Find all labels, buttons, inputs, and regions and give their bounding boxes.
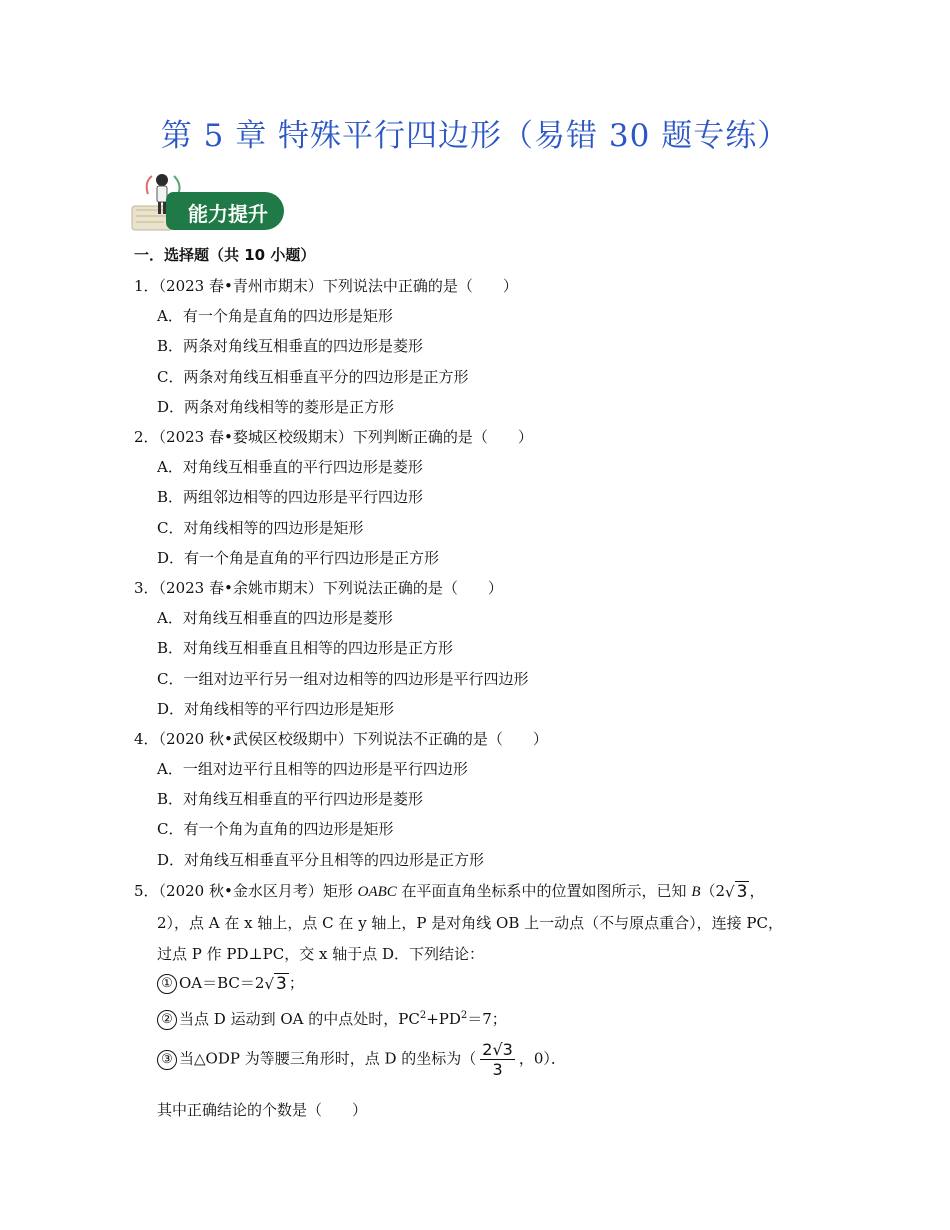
question-stem: 4．（2020 秋•武侯区校级期中）下列说法不正确的是（ ）: [134, 730, 548, 748]
option[interactable]: C．两条对角线互相垂直平分的四边形是正方形: [157, 368, 469, 386]
option[interactable]: B．对角线互相垂直且相等的四边形是正方形: [157, 639, 454, 657]
numerator: 2√3: [482, 1040, 513, 1059]
conclusion-text: OA＝BC＝2: [179, 974, 265, 992]
question-stem: 3．（2023 春•余姚市期末）下列说法正确的是（ ）: [134, 579, 503, 597]
option[interactable]: A．对角线互相垂直的平行四边形是菱形: [157, 458, 423, 476]
ability-badge: [130, 170, 290, 232]
section-heading: 一．选择题（共 10 小题）: [134, 246, 316, 264]
option[interactable]: B．对角线互相垂直的平行四边形是菱形: [157, 790, 424, 808]
radicand: 3: [276, 974, 287, 994]
option[interactable]: D．两条对角线相等的菱形是正方形: [157, 398, 395, 416]
q5-var: OABC: [357, 884, 397, 900]
option[interactable]: D．对角线相等的平行四边形是矩形: [157, 700, 395, 718]
q5-var: B: [691, 884, 701, 900]
circled-number: ②: [157, 1010, 177, 1030]
q5-text: 5．（2020 秋•金水区月考）矩形: [134, 882, 358, 900]
conclusion-text: ，0）．: [518, 1049, 566, 1068]
option[interactable]: B．两组邻边相等的四边形是平行四边形: [157, 488, 424, 506]
question-text: 2），点 A 在 x 轴上，点 C 在 y 轴上，P 是对角线 OB 上一动点（不与原点重合），连接 PC，: [157, 914, 783, 932]
conclusion-text: ＝7；: [467, 1010, 507, 1028]
conclusion-text: ；: [288, 974, 304, 992]
circled-number: ③: [157, 1050, 177, 1070]
q5-text: 在平面直角坐标系中的位置如图所示，已知: [396, 882, 692, 900]
radicand: 3: [736, 882, 748, 902]
circled-number: ①: [157, 974, 177, 994]
conclusion-text: +PD: [426, 1010, 461, 1028]
q5-text: （2: [700, 882, 726, 900]
question-stem: 2．（2023 春•婺城区校级期末）下列判断正确的是（ ）: [134, 428, 533, 446]
badge-label: 能力提升: [188, 202, 268, 226]
superscript: 2: [419, 1010, 427, 1021]
question-stem: 1．（2023 春•青州市期末）下列说法中正确的是（ ）: [134, 277, 518, 295]
page-title: 第 5 章 特殊平行四边形（易错 30 题专练）: [160, 118, 790, 154]
option[interactable]: C．对角线相等的四边形是矩形: [157, 519, 364, 537]
superscript: 2: [460, 1010, 468, 1021]
denominator: 3: [492, 1060, 503, 1079]
option[interactable]: D．有一个角是直角的平行四边形是正方形: [157, 549, 440, 567]
question-text: 过点 P 作 PD⊥PC，交 x 轴于点 D．下列结论：: [157, 945, 484, 963]
option[interactable]: A．一组对边平行且相等的四边形是平行四边形: [157, 760, 468, 778]
option[interactable]: B．两条对角线互相垂直的四边形是菱形: [157, 337, 424, 355]
conclusion-1: [157, 972, 304, 994]
conclusion-2: [157, 1008, 507, 1030]
sqrt-expression: √ 3: [725, 882, 748, 902]
conclusion-3: [157, 1040, 566, 1079]
option[interactable]: D．对角线互相垂直平分且相等的四边形是正方形: [157, 851, 485, 869]
option[interactable]: A．有一个角是直角的四边形是矩形: [157, 307, 393, 325]
question-ask: 其中正确结论的个数是（ ）: [157, 1101, 368, 1119]
option[interactable]: C．一组对边平行另一组对边相等的四边形是平行四边形: [157, 670, 529, 688]
sqrt-expression: √ 3: [264, 974, 287, 994]
option[interactable]: A．对角线互相垂直的四边形是菱形: [157, 609, 393, 627]
conclusion-text: 当点 D 运动到 OA 的中点处时，PC: [179, 1010, 420, 1028]
q5-text: ，: [749, 882, 765, 900]
question-stem: [134, 880, 764, 902]
option[interactable]: C．有一个角为直角的四边形是矩形: [157, 820, 394, 838]
fraction: [480, 1040, 515, 1079]
conclusion-text: 当△ODP 为等腰三角形时，点 D 的坐标为（: [179, 1049, 477, 1068]
